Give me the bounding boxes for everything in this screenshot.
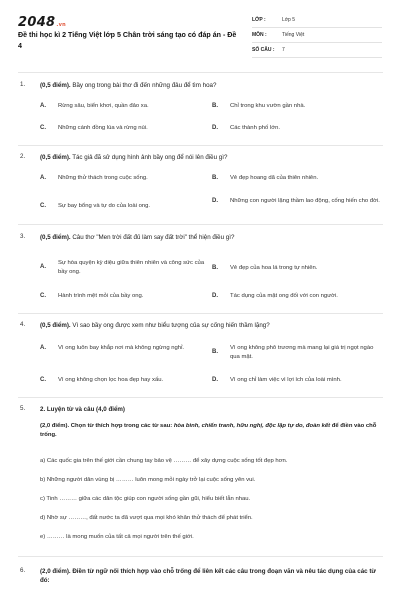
fill-item: a) Các quốc gia trên thế giới cần chung tay bảo vệ ……… để xây dựng cuộc sống tốt đẹp hơn. <box>40 458 288 464</box>
option-a[interactable]: A. Những thử thách trong cuộc sống. <box>40 175 148 181</box>
meta-key: SỐ CÂU : <box>252 47 275 53</box>
divider <box>18 313 383 314</box>
divider <box>18 224 383 225</box>
meta-table <box>252 13 382 58</box>
question-stem: (0,5 điểm). Tác giả đã sử dụng hình ảnh bầy ong để nói lên điều gì? <box>40 154 228 161</box>
divider <box>18 72 383 73</box>
option-b[interactable]: B. Vì ong không phô trương mà mang lại giá trị ngọt ngào qua mật. <box>212 345 374 360</box>
site-logo[interactable]: 2048.vn <box>18 15 67 30</box>
option-c[interactable]: C. Vì ong không chọn lọc hoa đẹp hay xấu. <box>40 377 164 383</box>
option-a[interactable]: A. Vì ong luôn bay khắp nơi mà không ngừng nghỉ. <box>40 345 185 351</box>
option-c[interactable]: C. Hành trình mệt mỏi của bầy ong. <box>40 293 144 299</box>
option-c[interactable]: C. Những cánh đồng lúa và rừng núi. <box>40 125 148 131</box>
meta-row-question-count <box>252 43 382 58</box>
question-stem: (0,5 điểm). Câu thơ "Men trời đất đủ làm say đất trời" thể hiện điều gì? <box>40 234 235 241</box>
document-title: Đề thi học kì 2 Tiếng Việt lớp 5 Chân trời sáng tạo có đáp án - Đề 4 <box>18 31 237 50</box>
option-b[interactable]: B. Chỉ trong khu vườn gần nhà. <box>212 103 306 109</box>
option-d[interactable]: D. Các thành phố lớn. <box>212 125 281 131</box>
question-number: 1. <box>20 81 26 88</box>
option-b[interactable]: B. Vẻ đẹp của hoa lá trong tự nhiên. <box>212 265 318 271</box>
question-number: 5. <box>20 405 26 412</box>
exercise-instruction: (2,0 điểm). Chọn từ thích hợp trong các từ sau: hòa bình, chiến tranh, hữu nghị, độc lập tự do, đoàn kết để điền vào chỗ trống. <box>40 423 377 438</box>
meta-row-subject <box>252 28 382 43</box>
option-a[interactable]: A. Rừng sâu, biển khơi, quần đảo xa. <box>40 103 149 109</box>
question-stem: (2,0 điểm). Điền từ ngữ nối thích hợp vào chỗ trống để liên kết các câu trong đoạn văn và nêu tác dụng của các từ đó: <box>40 568 376 584</box>
option-d[interactable]: D. Vì ong chỉ làm việc vì lợi ích của loài mình. <box>212 377 342 383</box>
divider <box>18 145 383 146</box>
question-number: 3. <box>20 233 26 240</box>
header <box>0 0 400 62</box>
meta-value: Lớp 5 <box>282 17 296 23</box>
question-number: 4. <box>20 321 26 328</box>
meta-value: Tiếng Việt <box>282 32 305 38</box>
question-number: 2. <box>20 153 26 160</box>
option-c[interactable]: C. Sự bay bổng và tự do của loài ong. <box>40 203 151 209</box>
question-stem: (0,5 điểm). Bầy ong trong bài thơ đi đến những đâu để tìm hoa? <box>40 82 217 89</box>
divider <box>18 556 383 557</box>
meta-value: 7 <box>282 47 285 53</box>
fill-item: c) Tinh ……… giữa các dân tộc giúp con người sống gần gũi, hiểu biết lẫn nhau. <box>40 496 251 502</box>
question-number: 6. <box>20 567 26 574</box>
option-a[interactable]: A. Sự hòa quyện kỳ diệu giữa thiên nhiên và công sức của bầy ong. <box>40 260 205 275</box>
meta-key: LỚP : <box>252 17 266 23</box>
divider <box>18 397 383 398</box>
fill-item: b) Những người dân vùng bị ……… luôn mong mỏi ngày trở lại cuộc sống yên vui. <box>40 477 256 483</box>
meta-row-class <box>252 13 382 28</box>
question-stem: (0,5 điểm). Vì sao bầy ong được xem như biểu tượng của sự cống hiến thầm lặng? <box>40 322 270 329</box>
option-b[interactable]: B. Vẻ đẹp hoang dã của thiên nhiên. <box>212 175 319 181</box>
option-d[interactable]: D. Tác dụng của mật ong đối với con người. <box>212 293 338 299</box>
fill-item: d) Nhờ sự ………, đất nước ta đã vượt qua mọi khó khăn thử thách để phát triển. <box>40 515 253 521</box>
option-d[interactable]: D. Những con người lặng thầm lao động, cống hiến cho đời. <box>212 198 380 204</box>
fill-item: e) ……… là mong muốn của tất cả mọi người trên thế giới. <box>40 534 194 540</box>
meta-key: MÔN : <box>252 32 267 38</box>
section-title: 2. Luyện từ và câu (4,0 điểm) <box>40 406 125 413</box>
